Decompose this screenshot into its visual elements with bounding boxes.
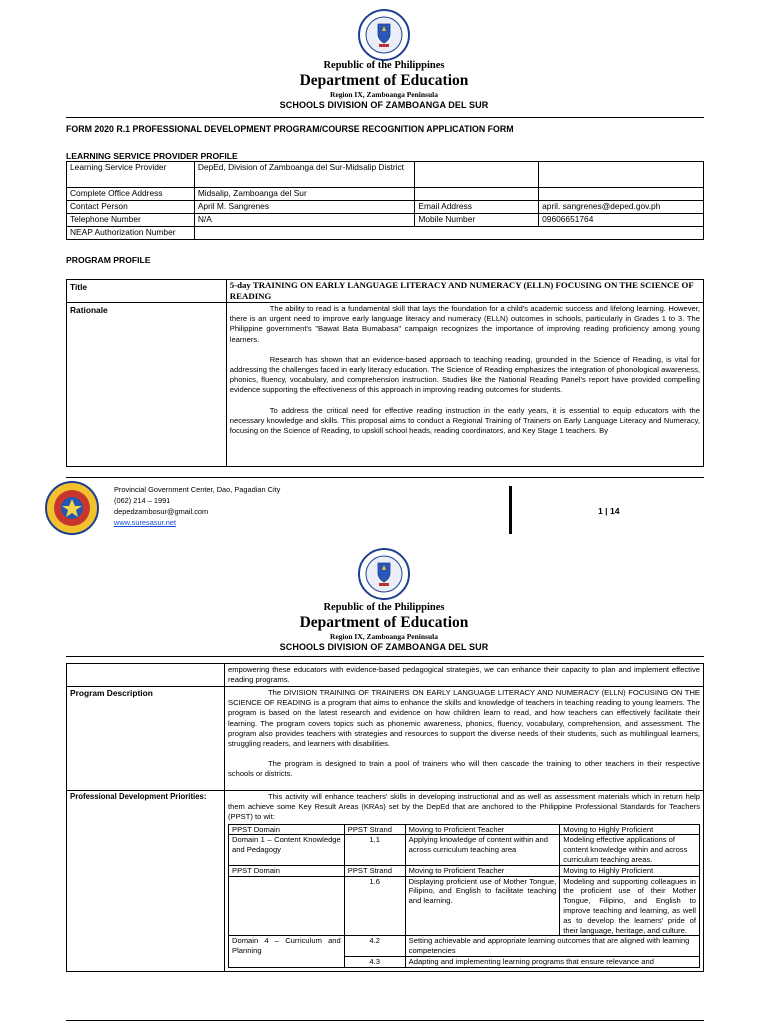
- rationale-paragraph-3: To address the critical need for effective reading instruction in the early years, it is essential to equip educators with the necessary knowledge and skills. This proposal aims to conduct a Regional Training of Trainers on Early Language Literacy and Numeracy, focusing on the Science of Reading, to upskill school heads, reading coordinators, and Key Stage 1 teachers. By: [229, 405, 700, 436]
- deped-seal-icon-2: [354, 547, 414, 601]
- pd-intro: This activity will enhance teachers' skills in developing instructional and as well as assessment materials which in return help them achieve some Key Result Areas (KRAs) set by the DepEd that are anchored to the Philippine Professional Standards for Teachers (PPST) to wit:: [228, 792, 700, 822]
- ppst-strand-cell: 1.1: [344, 835, 405, 865]
- description-paragraph-1: The DIVISION TRAINING OF TRAINERS ON EARLY LANGUAGE LITERACY AND NUMERACY (ELLN) FOCUSING ON THE SCIENCE OF READING is a program that aims to enhance the skills and knowledge of teachers in teaching reading to young learners. The program is based on the latest research and evidence on how children learn to read, and how teachers can effectively facilitate their learning. The program covers topics such as phonemic awareness, phonics, fluency, vocabulary, comprehension, and assessment. The program also provides teachers with strategies and resources to support the diverse needs of their students, such as multilingual learners, struggling readers, and learners with disabilities.: [228, 688, 700, 749]
- footer-website-link[interactable]: www.suresasur.net: [114, 518, 177, 527]
- description-label: Program Description: [67, 687, 225, 791]
- ppst-highly-cell: Modeling and supporting colleagues in the proficient use of their Mother Tongue, Filipino, and English to improve teaching and learning, as well as to develop the learners' pride of their language, heritage, and culture.: [560, 876, 700, 936]
- region-label: Region IX, Zamboanga Peninsula: [330, 90, 438, 99]
- lsp-heading: LEARNING SERVICE PROVIDER PROFILE: [66, 151, 238, 161]
- title-value: 5-day TRAINING ON EARLY LANGUAGE LITERACY AND NUMERACY (ELLN) FOCUSING ON THE SCIENCE OF READING: [226, 280, 703, 303]
- ppst-proficient-cell: Applying knowledge of content within and across curriculum teaching area: [405, 835, 560, 865]
- department-title-2: Department of Education: [299, 614, 469, 631]
- rationale-label: Rationale: [67, 303, 227, 467]
- footer-address: Provincial Government Center, Dao, Pagadian City: [114, 485, 281, 494]
- email-label: Email Address: [415, 201, 539, 214]
- division-label: SCHOOLS DIVISION OF ZAMBOANGA DEL SUR: [279, 100, 489, 110]
- program-heading: PROGRAM PROFILE: [66, 255, 151, 265]
- col-proficient-header-2: Moving to Proficient Teacher: [405, 865, 560, 876]
- ppst-table: [228, 824, 700, 968]
- tel-label: Telephone Number: [67, 214, 195, 227]
- address-value: Midsalip, Zamboanga del Sur: [194, 188, 415, 201]
- program-table-p1: [66, 279, 704, 467]
- division-label-2: SCHOOLS DIVISION OF ZAMBOANGA DEL SUR: [279, 642, 489, 652]
- lsp-table: [66, 161, 704, 240]
- col-highly-header: Moving to Highly Proficient: [560, 824, 700, 835]
- ppst-strand-cell: 4.2: [344, 936, 405, 957]
- form-title: FORM 2020 R.1 PROFESSIONAL DEVELOPMENT PROGRAM/COURSE RECOGNITION APPLICATION FORM: [66, 124, 514, 134]
- mobile-value: 09606651764: [539, 214, 704, 227]
- ppst-competency-cell: Adapting and implementing learning programs that ensure relevance and: [405, 956, 699, 967]
- region-label-2: Region IX, Zamboanga Peninsula: [330, 632, 438, 641]
- provider-value: DepEd, Division of Zamboanga del Sur-Midsalip District: [194, 162, 415, 188]
- provider-label: Learning Service Provider: [67, 162, 195, 188]
- ppst-domain-cell: [229, 876, 345, 936]
- republic-label-2: Republic of the Philippines: [323, 602, 445, 613]
- ppst-highly-cell: Modeling effective applications of content knowledge within and across curriculum teaching areas.: [560, 835, 700, 865]
- address-label: Complete Office Address: [67, 188, 195, 201]
- ppst-strand-cell: 4.3: [344, 956, 405, 967]
- program-table-p2: [66, 663, 704, 972]
- ppst-strand-cell: 1.6: [344, 876, 405, 936]
- footer-email: depedzambosur@gmail.com: [114, 507, 209, 516]
- rationale-paragraph-2: Research has shown that an evidence-based approach to teaching reading, grounded in the Science of Reading, is vital for addressing the challenges faced in early literacy education. The Science of Reading emphasizes the integration of phonological awareness, phonics, fluency, vocabulary, and comprehension instruction. Studies like the National Reading Panel's report have provided compelling evidence supporting the effectiveness of this approach in improving reading outcomes for students.: [229, 354, 700, 395]
- pd-priorities-label: Professional Development Priorities:: [67, 791, 225, 972]
- email-value: april. sangrenes@deped.gov.ph: [539, 201, 704, 214]
- footer-divider: [66, 477, 704, 478]
- page-number: 1 | 14: [598, 506, 620, 516]
- deped-seal-icon: [354, 8, 414, 62]
- col-domain-header-2: PPST Domain: [229, 865, 345, 876]
- neap-value: [194, 227, 703, 240]
- footer-vertical-rule: [509, 486, 512, 534]
- mobile-label: Mobile Number: [415, 214, 539, 227]
- rationale-paragraph-1: The ability to read is a fundamental skill that lays the foundation for a child's academic success and lifelong learning. However, there is an urgent need to improve early language literacy and numeracy (ELLN) outcomes in schools, particularly in Grades 1 to 3. The Philippine government's "Bawat Bata Bumabasa" campaign recognizes the importance of improving reading proficiency among young learners.: [229, 304, 700, 344]
- rationale-continued: empowering these educators with evidence-based pedagogical strategies, we can enhance their capacity to plan and implement effective reading programs.: [228, 665, 700, 685]
- footer-phone: (062) 214 – 1991: [114, 496, 171, 505]
- tel-value: N/A: [194, 214, 415, 227]
- description-paragraph-2: The program is designed to train a pool of trainers who will then cascade the training to other teachers in their respective schools or districts.: [228, 759, 700, 779]
- contact-label: Contact Person: [67, 201, 195, 214]
- neap-label: NEAP Authorization Number: [67, 227, 195, 240]
- col-proficient-header: Moving to Proficient Teacher: [405, 824, 560, 835]
- contact-value: April M. Sangrenes: [194, 201, 415, 214]
- col-highly-header-2: Moving to Highly Proficient: [560, 865, 700, 876]
- header-divider: [66, 117, 704, 118]
- title-label: Title: [67, 280, 227, 303]
- col-strand-header: PPST Strand: [344, 824, 405, 835]
- col-strand-header-2: PPST Strand: [344, 865, 405, 876]
- ppst-proficient-cell: Displaying proficient use of Mother Tongue, Filipino, and English to facilitate teaching and learning.: [405, 876, 560, 936]
- ppst-domain-cell: Domain 4 – Curriculum and Planning: [229, 936, 345, 967]
- header-divider-2: [66, 656, 704, 657]
- page2-footer-divider: [66, 1020, 704, 1021]
- department-title: Department of Education: [299, 72, 469, 89]
- ppst-competency-cell: Setting achievable and appropriate learning outcomes that are aligned with learning competencies: [405, 936, 699, 957]
- ppst-domain-cell: Domain 1 – Content Knowledge and Pedagogy: [229, 835, 345, 865]
- col-domain-header: PPST Domain: [229, 824, 345, 835]
- division-seal-icon: [44, 480, 100, 536]
- republic-label: Republic of the Philippines: [323, 60, 445, 71]
